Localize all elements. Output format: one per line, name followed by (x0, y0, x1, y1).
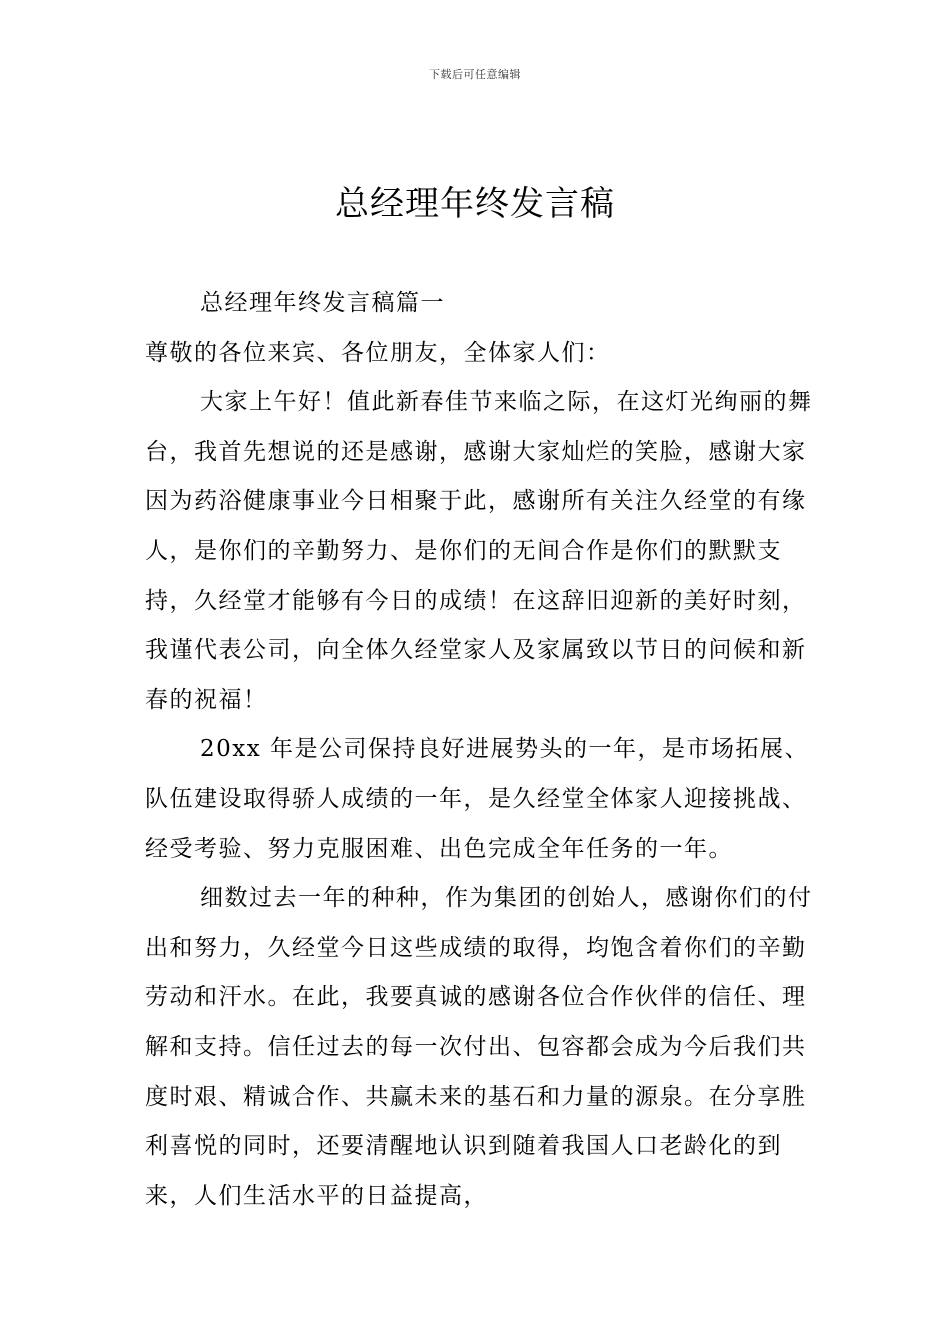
header-note: 下载后可任意编辑 (429, 68, 521, 81)
salutation: 尊敬的各位来宾、各位朋友，全体家人们： (145, 339, 611, 366)
document-body (145, 279, 830, 1221)
paragraph-1: 大家上午好！值此新春佳节来临之际，在这灯光绚丽的舞台，我首先想说的还是感谢，感谢大家灿烂的笑脸，感谢大家因为药浴健康事业今日相聚于此，感谢所有关注久经堂的有缘人，是你们的辛勤努力、是你们的无间合作是你们的默默支持，久经堂才能够有今日的成绩！在这辞旧迎新的美好时刻，我谨代表公司，向全体久经堂家人及家属致以节日的问候和新春的祝福！ (145, 389, 813, 713)
paragraph-2: 20xx 年是公司保持良好进展势头的一年，是市场拓展、队伍建设取得骄人成绩的一年，是久经堂全体家人迎接挑战、经受考验、努力克服困难、出色完成全年任务的一年。 (145, 736, 810, 862)
document-title: 总经理年终发言稿 (335, 184, 615, 224)
section-heading: 总经理年终发言稿篇一 (200, 290, 445, 316)
paragraph-3: 细数过去一年的种种，作为集团的创始人，感谢你们的付出和努力，久经堂今日这些成绩的取得，均饱含着你们的辛勤劳动和汗水。在此，我要真诚的感谢各位合作伙伴的信任、理解和支持。信任过去的每一次付出、包容都会成为今后我们共度时艰、精诚合作、共赢未来的基石和力量的源泉。在分享胜利喜悦的同时，还要清醒地认识到随着我国人口老龄化的到来，人们生活水平的日益提高， (145, 885, 813, 1209)
